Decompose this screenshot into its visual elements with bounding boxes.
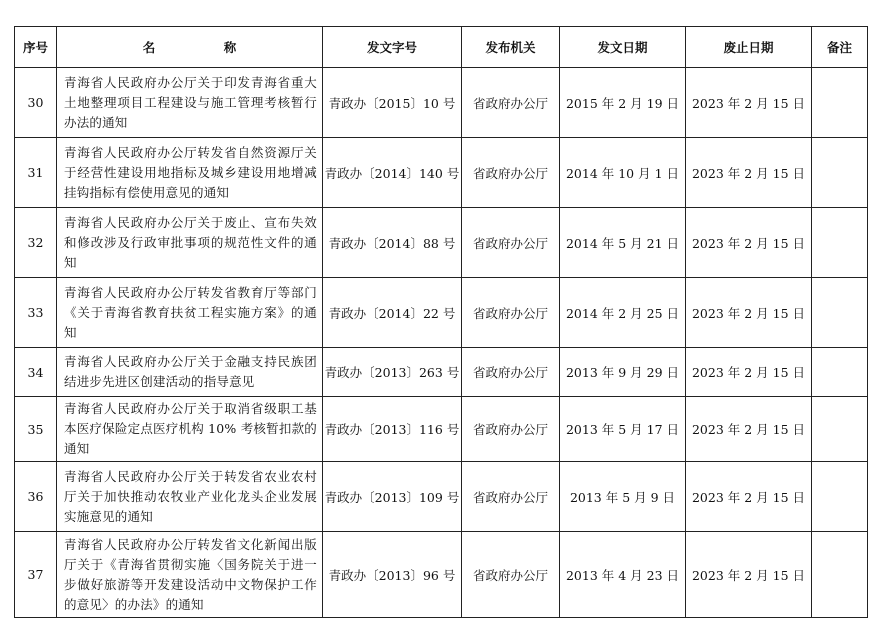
- row-name: 青海省人民政府办公厅关于印发青海省重大土地整理项目工程建设与施工管理考核暂行办法的通知: [57, 68, 323, 138]
- row-seq: 33: [15, 278, 57, 348]
- row-name: 青海省人民政府办公厅转发省教育厅等部门《关于青海省教育扶贫工程实施方案》的通知: [57, 278, 323, 348]
- row-repeal-date: 2023 年 2 月 15 日: [686, 397, 812, 462]
- table-header-row: [15, 27, 868, 68]
- row-issuer: 省政府办公厅: [462, 208, 560, 278]
- row-name: 青海省人民政府办公厅转发省自然资源厅关于经营性建设用地指标及城乡建设用地增减挂钩指标有偿使用意见的通知: [57, 138, 323, 208]
- row-repeal-date: 2023 年 2 月 15 日: [686, 532, 812, 618]
- row-remark: [812, 68, 868, 138]
- row-doc-no: 青政办〔2014〕140 号: [323, 138, 462, 208]
- row-doc-no: 青政办〔2013〕263 号: [323, 348, 462, 397]
- document-page: [14, 26, 867, 618]
- table-row: [15, 68, 868, 138]
- row-seq: 35: [15, 397, 57, 462]
- row-remark: [812, 208, 868, 278]
- header-seq: 序号: [15, 27, 57, 68]
- table-row: [15, 278, 868, 348]
- header-doc-no: 发文字号: [323, 27, 462, 68]
- table-row: [15, 138, 868, 208]
- row-doc-no: 青政办〔2015〕10 号: [323, 68, 462, 138]
- row-remark: [812, 278, 868, 348]
- row-seq: 31: [15, 138, 57, 208]
- row-seq: 32: [15, 208, 57, 278]
- row-issue-date: 2014 年 5 月 21 日: [560, 208, 686, 278]
- row-issuer: 省政府办公厅: [462, 348, 560, 397]
- row-issuer: 省政府办公厅: [462, 68, 560, 138]
- row-doc-no: 青政办〔2013〕116 号: [323, 397, 462, 462]
- table-row: [15, 208, 868, 278]
- row-repeal-date: 2023 年 2 月 15 日: [686, 138, 812, 208]
- row-repeal-date: 2023 年 2 月 15 日: [686, 68, 812, 138]
- row-issue-date: 2013 年 4 月 23 日: [560, 532, 686, 618]
- row-doc-no: 青政办〔2014〕22 号: [323, 278, 462, 348]
- row-seq: 36: [15, 462, 57, 532]
- row-doc-no: 青政办〔2013〕109 号: [323, 462, 462, 532]
- row-remark: [812, 138, 868, 208]
- table-row: [15, 462, 868, 532]
- row-remark: [812, 462, 868, 532]
- row-repeal-date: 2023 年 2 月 15 日: [686, 278, 812, 348]
- row-name: 青海省人民政府办公厅关于取消省级职工基本医疗保险定点医疗机构 10% 考核暂扣款的通知: [57, 397, 323, 462]
- row-remark: [812, 348, 868, 397]
- row-remark: [812, 532, 868, 618]
- row-issue-date: 2014 年 10 月 1 日: [560, 138, 686, 208]
- row-issue-date: 2015 年 2 月 19 日: [560, 68, 686, 138]
- row-repeal-date: 2023 年 2 月 15 日: [686, 348, 812, 397]
- repealed-documents-table: [14, 26, 868, 618]
- table-row: [15, 397, 868, 462]
- row-issue-date: 2013 年 5 月 17 日: [560, 397, 686, 462]
- row-repeal-date: 2023 年 2 月 15 日: [686, 208, 812, 278]
- row-issuer: 省政府办公厅: [462, 462, 560, 532]
- row-issuer: 省政府办公厅: [462, 397, 560, 462]
- header-name-label: 名 称: [142, 40, 265, 55]
- row-issue-date: 2013 年 5 月 9 日: [560, 462, 686, 532]
- row-seq: 37: [15, 532, 57, 618]
- row-remark: [812, 397, 868, 462]
- row-seq: 34: [15, 348, 57, 397]
- header-remark: 备注: [812, 27, 868, 68]
- header-name: [57, 27, 323, 68]
- row-issuer: 省政府办公厅: [462, 138, 560, 208]
- row-seq: 30: [15, 68, 57, 138]
- row-issue-date: 2013 年 9 月 29 日: [560, 348, 686, 397]
- row-issuer: 省政府办公厅: [462, 278, 560, 348]
- table-row: [15, 348, 868, 397]
- row-doc-no: 青政办〔2013〕96 号: [323, 532, 462, 618]
- row-name: 青海省人民政府办公厅关于废止、宣布失效和修改涉及行政审批事项的规范性文件的通知: [57, 208, 323, 278]
- row-name: 青海省人民政府办公厅关于转发省农业农村厅关于加快推动农牧业产业化龙头企业发展实施意见的通知: [57, 462, 323, 532]
- header-repeal-date: 废止日期: [686, 27, 812, 68]
- row-name: 青海省人民政府办公厅转发省文化新闻出版厅关于《青海省贯彻实施〈国务院关于进一步做好旅游等开发建设活动中文物保护工作的意见〉的办法》的通知: [57, 532, 323, 618]
- row-issue-date: 2014 年 2 月 25 日: [560, 278, 686, 348]
- row-name: 青海省人民政府办公厅关于金融支持民族团结进步先进区创建活动的指导意见: [57, 348, 323, 397]
- row-issuer: 省政府办公厅: [462, 532, 560, 618]
- row-doc-no: 青政办〔2014〕88 号: [323, 208, 462, 278]
- header-issue-date: 发文日期: [560, 27, 686, 68]
- row-repeal-date: 2023 年 2 月 15 日: [686, 462, 812, 532]
- table-row: [15, 532, 868, 618]
- header-issuer: 发布机关: [462, 27, 560, 68]
